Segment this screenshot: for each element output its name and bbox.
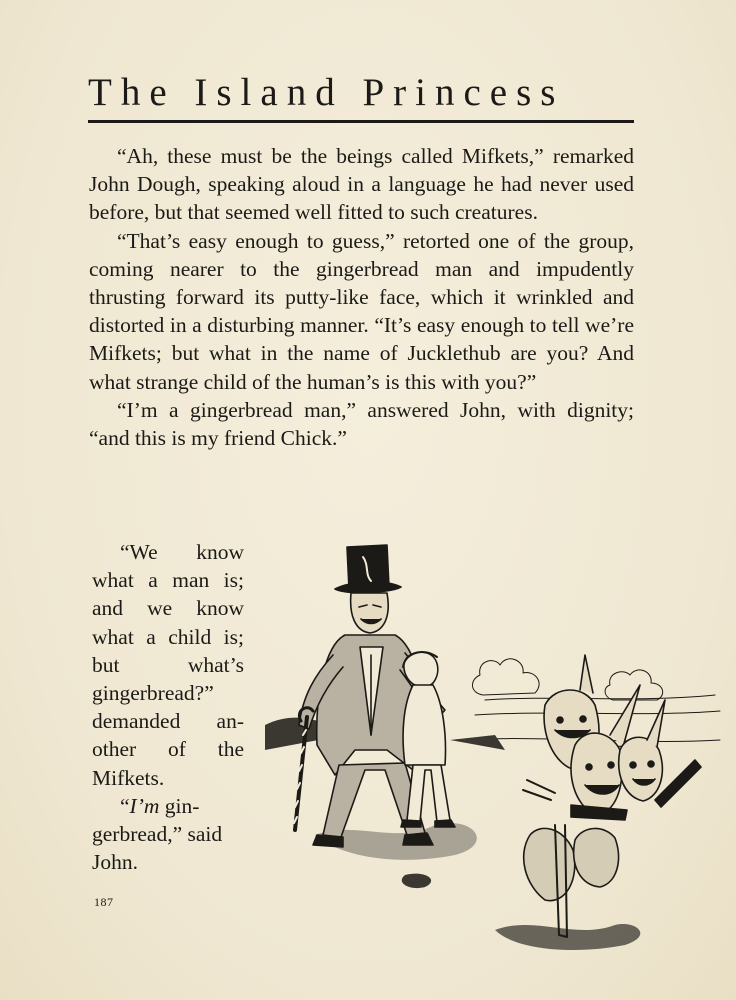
paragraph	[92, 792, 244, 877]
illustration	[255, 535, 725, 960]
mifket-creatures	[523, 655, 701, 937]
quote-mark: “	[120, 793, 130, 818]
paragraph: “I’m a gingerbread man,” answered John, with dignity; “and this is my friend Chick.”	[89, 397, 634, 451]
running-title: The Island Princess	[88, 71, 565, 114]
main-text	[89, 142, 634, 452]
paragraph: “That’s easy enough to guess,” retorted one of the group, coming nearer to the gingerbread man and impudently thrusting forward its putty-like face, which it wrinkled and distorted in a disturbing manner. “It’s easy enough to tell we’re Mifkets; but what in the name of Jucklethub are you? And what strange child of the human’s is this with you?”	[89, 228, 634, 394]
child-figure	[401, 652, 455, 827]
page-number: 187	[94, 895, 114, 909]
header-rule	[88, 120, 634, 123]
paragraph: “Ah, these must be the beings called Mifkets,” remarked John Dough, speaking aloud in a language he had never used before, but that seemed well fitted to such creatures.	[89, 144, 634, 225]
side-column-text	[92, 538, 244, 876]
paragraph: “We know what a man is; and we know what a child is; but what’s gingerbread?” demanded another of the Mifkets.	[92, 540, 244, 790]
paragraph-rest: gingerbread,” said John.	[92, 793, 223, 875]
emphasis: I’m	[129, 793, 160, 818]
